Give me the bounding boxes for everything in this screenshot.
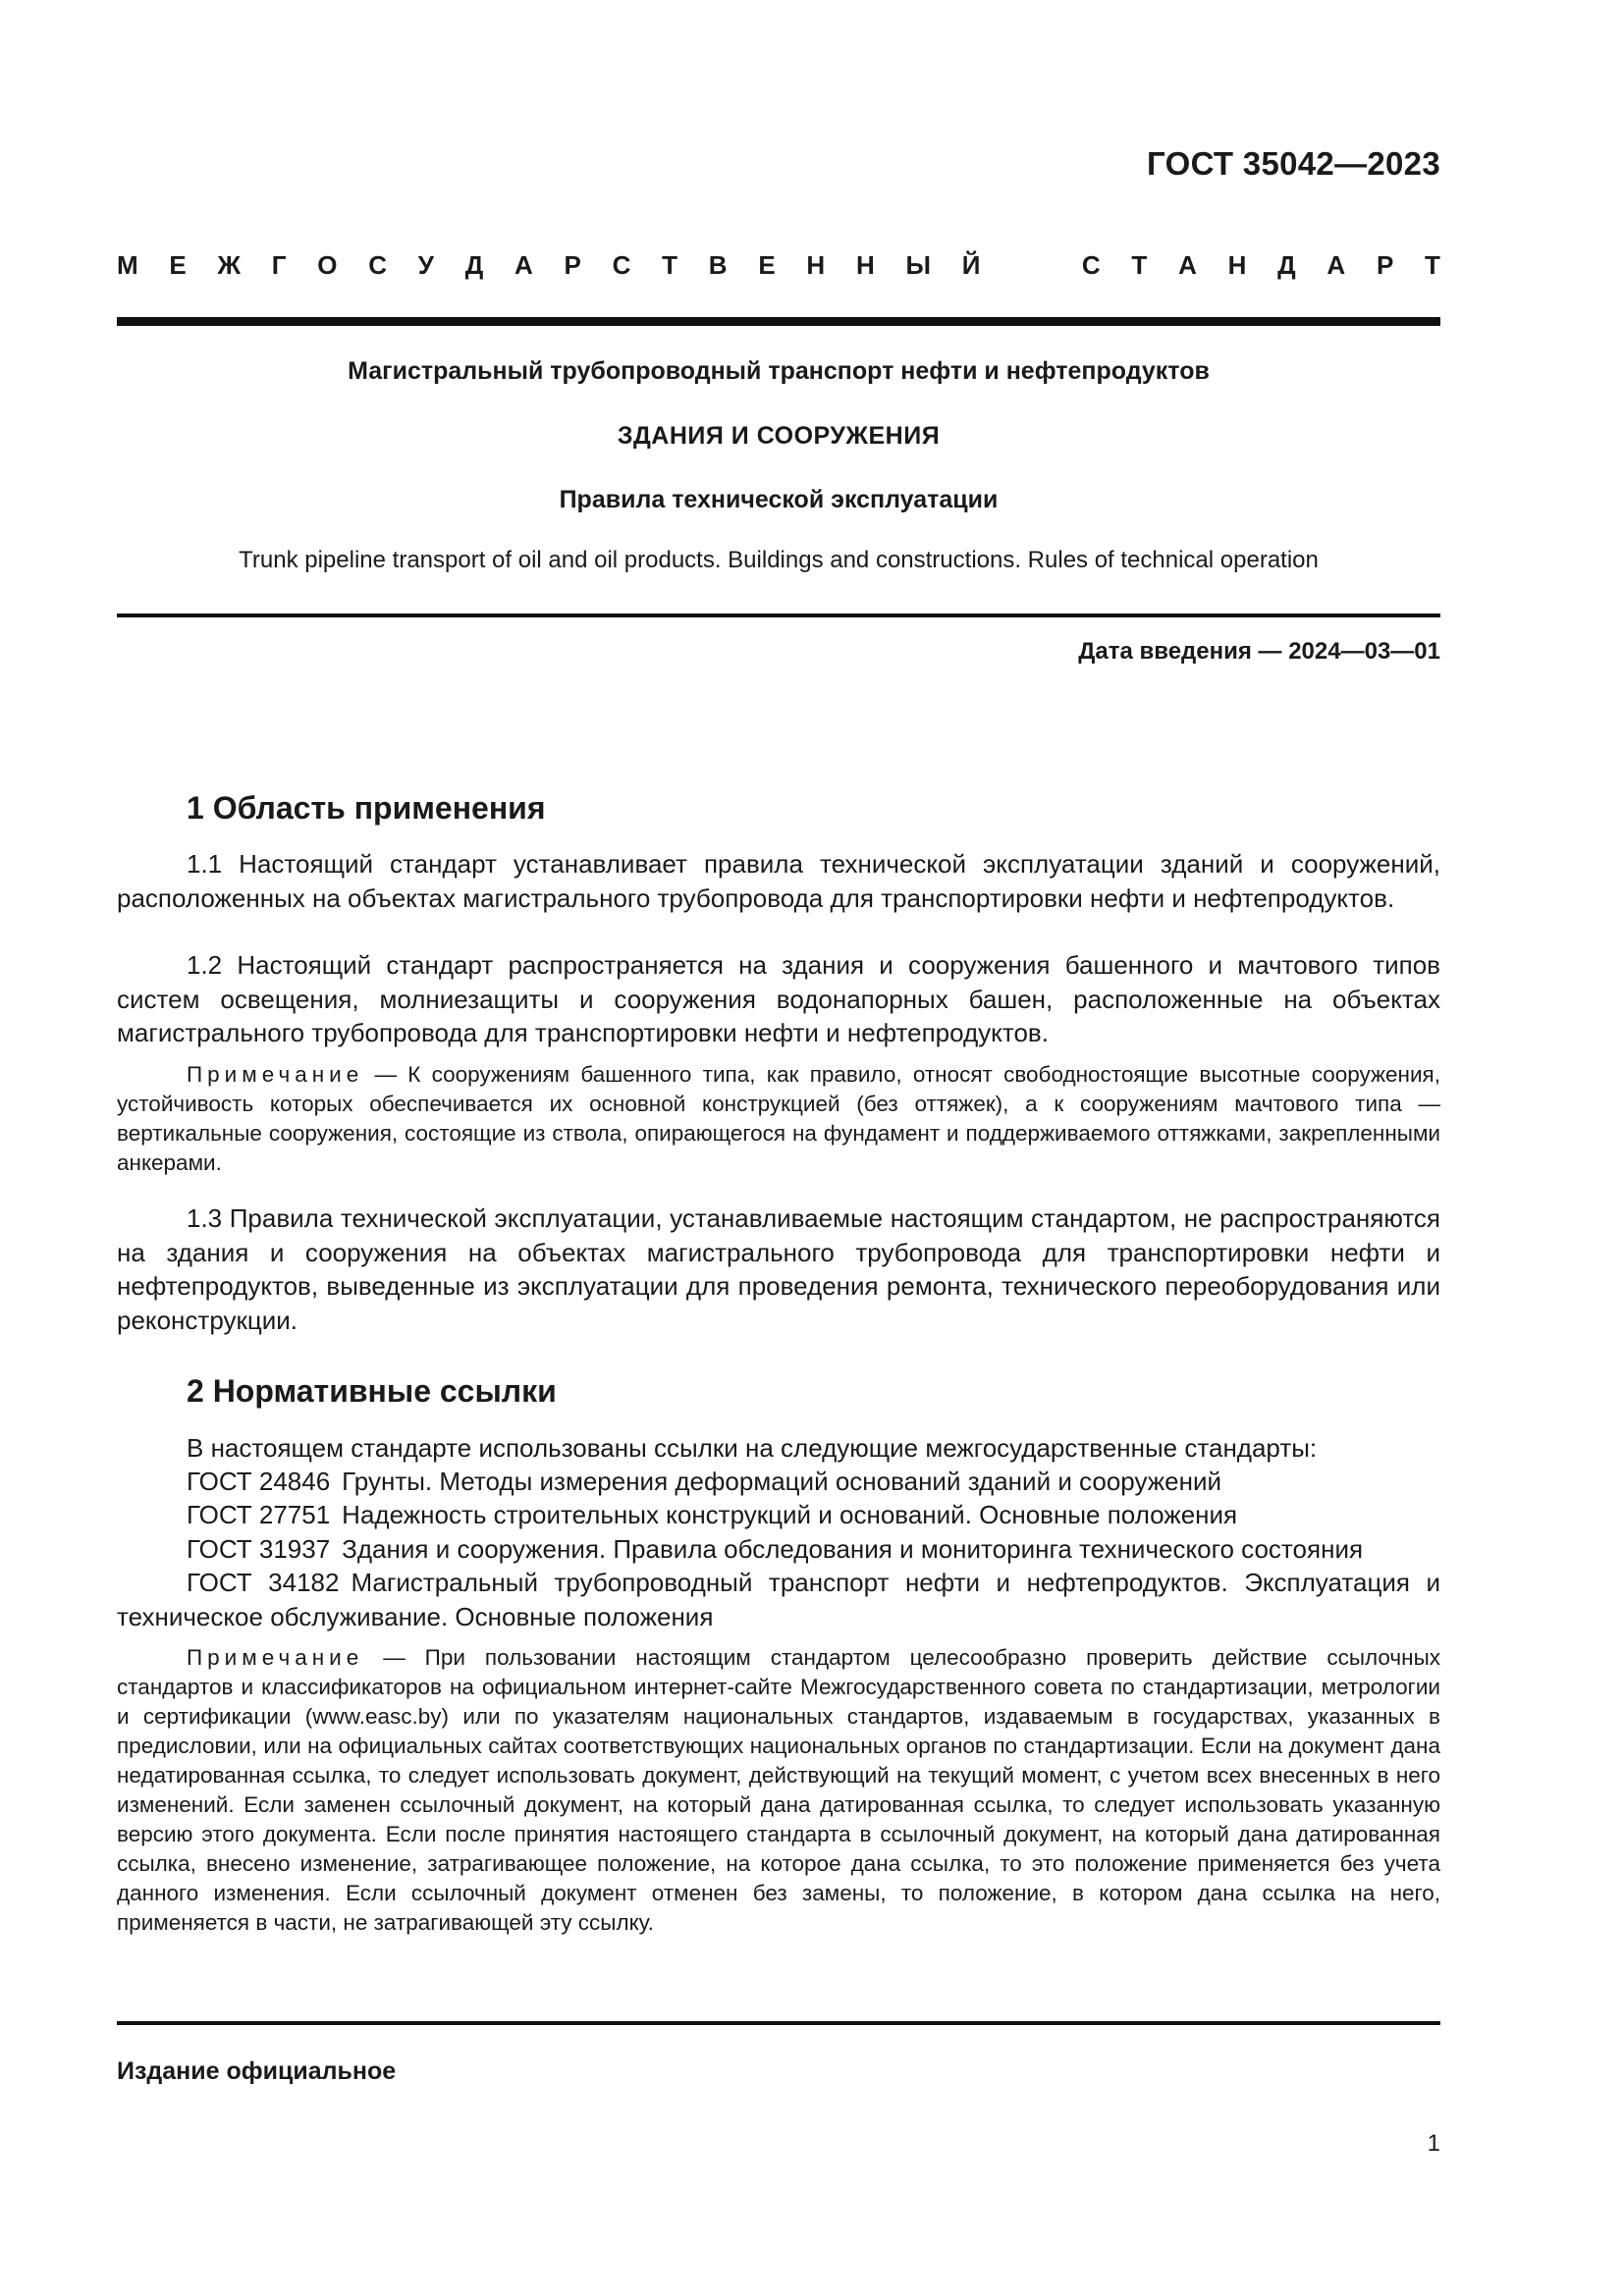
note-text: — К сооружениям башенного типа, как правило, относят свободностоящие высотные сооружения, устойчивость которых обеспечивается их основной конструкцией (без оттяжек), а к сооружениям мачтового типа — вертикальные сооружения, состоящие из ствола, опирающегося на фундамент и поддерживаемого оттяжками, закрепленными анкерами. [117,1062,1440,1175]
note-section-1 [117,1060,1440,1178]
header-letter: А [1326,250,1346,280]
header-letter: О [317,250,338,280]
reference-item [187,1532,1363,1567]
header-letter: Т [1131,250,1148,280]
note-label: Примечание [187,1062,364,1087]
header-letter: Н [855,250,875,280]
header-letter: С [1081,250,1101,280]
reference-item [187,1498,1237,1532]
standard-type-header [117,250,1440,281]
date-of-introduction: Дата введения — 2024—03—01 [1078,638,1440,665]
title-english: Trunk pipeline transport of oil and oil products. Buildings and constructions. Rules of technical operation [239,547,1319,573]
footer-rule [117,2021,1440,2025]
header-letter: Г [271,250,287,280]
header-letter: Т [662,250,678,280]
header-word-gap [1011,250,1051,281]
header-letter: Е [758,250,776,280]
clause-1-3: 1.3 Правила технической эксплуатации, устанавливаемые настоящим стандартом, не распространяются на здания и сооружения на объектах магистрального трубопровода для транспортировки нефти и нефтепродуктов, выведенные из эксплуатации для проведения ремонта, технического переоборудования или реконструкции. [117,1203,1440,1335]
header-letter: С [612,250,631,280]
note-section-2 [117,1643,1440,1938]
header-letter: Р [564,250,581,280]
references-intro: В настоящем стандарте использованы ссылки на следующие межгосударственные стандарты: [187,1433,1318,1463]
header-letter: А [514,250,533,280]
header-letter: Н [806,250,826,280]
reference-title: Здания и сооружения. Правила обследования и мониторинга технического состояния [342,1534,1364,1564]
reference-code: ГОСТ 34182 [187,1568,340,1597]
header-letter: А [1178,250,1197,280]
clause-1-2: 1.2 Настоящий стандарт распространяется на здания и сооружения башенного и мачтового типов систем освещения, молниезащиты и сооружения водонапорных башен, расположенные на объектах магистрального трубопровода для транспортировки нефти и нефтепродуктов. [117,950,1440,1047]
header-letter: У [417,250,434,280]
document-number: ГОСТ 35042—2023 [1147,145,1440,182]
title-line-1: Магистральный трубопроводный транспорт нефти и нефтепродуктов [348,357,1210,385]
header-letter: Р [1376,250,1394,280]
reference-code: ГОСТ 31937 [187,1534,331,1564]
title-line-3: Правила технической эксплуатации [559,486,999,513]
reference-title: Надежность строительных конструкций и оснований. Основные положения [342,1500,1238,1529]
header-letter: Т [1425,250,1440,280]
header-letter: В [708,250,728,280]
reference-title: Магистральный трубопроводный транспорт нефти и нефтепродуктов. Эксплуатация и техническое обслуживание. Основные положения [117,1568,1441,1631]
clause-1-1: 1.1 Настоящий стандарт устанавливает правила технической эксплуатации зданий и сооружений, расположенных на объектах магистрального трубопровода для транспортировки нефти и нефтепродуктов. [117,849,1440,913]
header-letter: Н [1227,250,1247,280]
reference-title: Грунты. Методы измерения деформаций оснований зданий и сооружений [342,1467,1221,1496]
header-letter: Е [169,250,187,280]
header-rule [117,317,1440,326]
page-number: 1 [1427,2130,1440,2157]
title-line-2: ЗДАНИЯ И СООРУЖЕНИЯ [617,422,941,450]
header-letter: С [368,250,388,280]
reference-code: ГОСТ 24846 [187,1467,331,1496]
header-letter: Ы [905,250,931,280]
note-label: Примечание [187,1645,364,1670]
header-letter: Й [961,250,981,280]
header-letter: Д [1277,250,1296,280]
header-letter: Ж [217,250,242,280]
edition-label: Издание официальное [117,2057,397,2085]
section-1-heading: 1 Область применения [187,790,546,826]
title-rule [117,614,1440,617]
note-text: — При пользовании настоящим стандартом целесообразно проверить действие ссылочных стандартов и классификаторов на официальном интернет-сайте Межгосударственного совета по стандартизации, метрологии и сертификации (www.easc.by) или по указателям национальных стандартов, издаваемым в государствах, указанных в предисловии, или на официальных сайтах соответствующих национальных органов по стандартизации. Если на документ дана недатированная ссылка, то следует использовать документ, действующий на текущий момент, с учетом всех внесенных в него изменений. Если заменен ссылочный документ, на который дана датированная ссылка, то следует использовать указанную версию этого документа. Если после принятия настоящего стандарта в ссылочный документ, на который дана датированная ссылка, внесено изменение, затрагивающее положение, на которое дана ссылка, то это положение применяется без учета данного изменения. Если ссылочный документ отменен без замены, то положение, в котором дана ссылка на него, применяется в части, не затрагивающей эту ссылку. [117,1645,1440,1935]
header-letter: Д [464,250,484,280]
reference-code: ГОСТ 27751 [187,1500,331,1529]
reference-item [117,1566,1440,1633]
header-letter: М [117,250,138,280]
reference-item [187,1465,1221,1499]
section-2-heading: 2 Нормативные ссылки [187,1373,557,1409]
